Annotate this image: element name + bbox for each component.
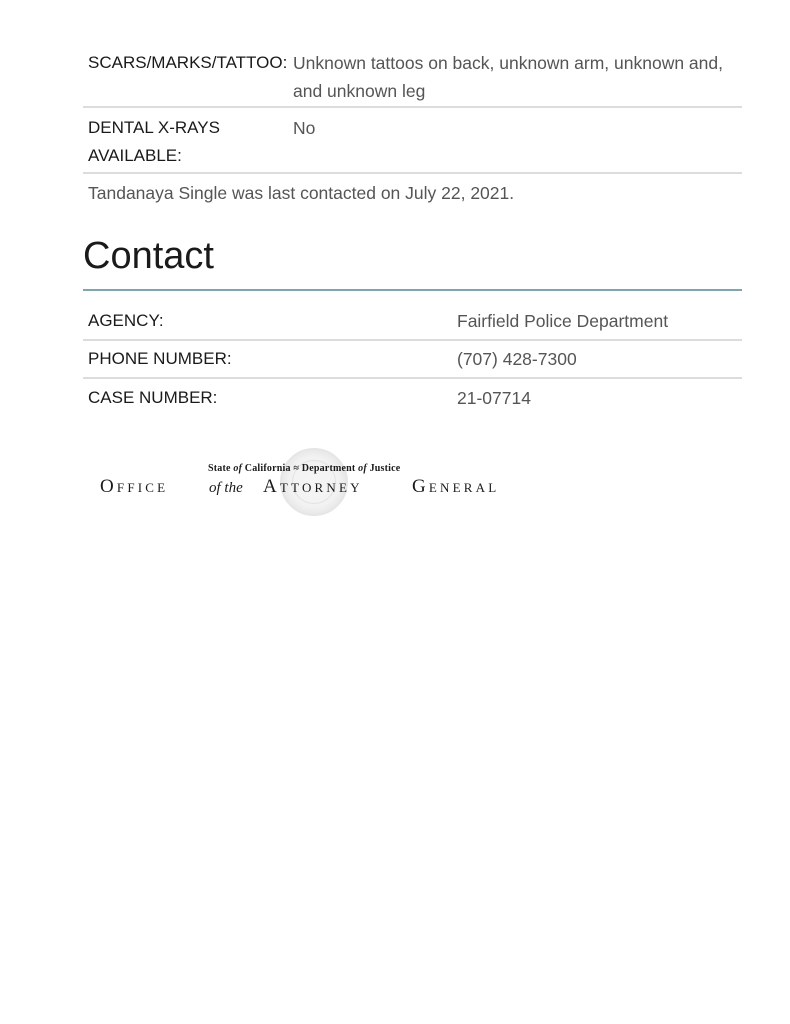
- logo-department-line: [208, 463, 400, 474]
- logo-top-of-1: of: [233, 463, 243, 474]
- phone-number-row: [83, 341, 742, 379]
- contact-table: [83, 303, 742, 417]
- dental-xrays-row: [83, 108, 742, 174]
- dental-xrays-label: DENTAL X-RAYS AVAILABLE:: [88, 118, 220, 165]
- logo-general-word: General: [412, 476, 500, 497]
- logo-top-of-2: of: [358, 463, 367, 474]
- agency-row: [83, 303, 742, 341]
- scars-marks-tattoo-row: [83, 40, 742, 108]
- phone-number-value: (707) 428-7300: [457, 348, 577, 369]
- logo-top-part-3: Justice: [366, 463, 401, 474]
- logo-attorney-word: Attorney: [263, 476, 363, 497]
- last-contacted-text: Tandanaya Single was last contacted on July 22, 2021.: [88, 183, 515, 203]
- scars-marks-tattoo-value: Unknown tattoos on back, unknown arm, unknown and, and unknown leg: [293, 53, 723, 101]
- agency-label: AGENCY:: [88, 311, 164, 330]
- logo-of-the-word: of the: [209, 480, 243, 496]
- logo-top-part-2: California ≈ Department: [242, 463, 359, 474]
- case-number-row: [83, 379, 742, 417]
- agency-value: Fairfield Police Department: [457, 310, 669, 331]
- case-number-label: CASE NUMBER:: [88, 388, 218, 407]
- scars-marks-tattoo-label: SCARS/MARKS/TATTOO:: [88, 53, 288, 72]
- phone-number-label: PHONE NUMBER:: [88, 349, 232, 368]
- case-number-value: 21-07714: [457, 387, 531, 408]
- logo-top-part-1: State: [208, 463, 234, 474]
- contact-section-title: Contact: [83, 235, 742, 291]
- page-content: [83, 40, 742, 417]
- logo-office-word: Office: [100, 476, 169, 497]
- dental-xrays-value: No: [293, 118, 316, 138]
